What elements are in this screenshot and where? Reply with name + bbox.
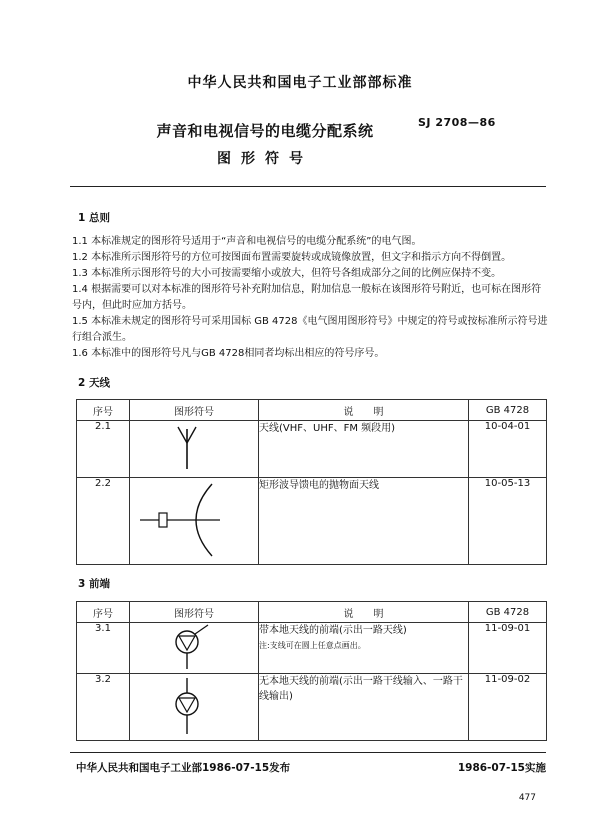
- row-gb: 11-09-01: [469, 623, 547, 674]
- headend-local-antenna-icon: [130, 623, 259, 673]
- table-row: [77, 674, 547, 741]
- headend-table: [76, 601, 547, 741]
- symbol-cell: [130, 674, 259, 741]
- row-desc-cell: [259, 623, 469, 674]
- paragraph-1-6: 1.6 本标准中的图形符号凡与GB 4728相同者均标出相应的符号序号。: [72, 348, 385, 359]
- row-gb: 10-04-01: [469, 421, 547, 478]
- paragraph-1-3: 1.3 本标准所示图形符号的大小可按需要缩小或放大，但符号各组成部分之间的比例应保持不变。: [72, 268, 502, 279]
- col-header-symbol: 图形符号: [130, 602, 259, 623]
- row-gb: 11-09-02: [469, 674, 547, 741]
- row-gb: 10-05-13: [469, 478, 547, 565]
- symbol-cell: [130, 421, 259, 478]
- paragraph-1-1: 1.1 本标准规定的图形符号适用于“声音和电视信号的电缆分配系统”的电气图。: [72, 236, 422, 247]
- col-header-gb: GB 4728: [469, 400, 547, 421]
- ministry-header: 中华人民共和国电子工业部部标准: [187, 75, 413, 91]
- section-1-heading: 1 总则: [78, 212, 110, 224]
- parabolic-antenna-icon: [130, 478, 259, 564]
- standard-code: SJ 2708—86: [418, 116, 496, 129]
- headend-no-antenna-icon: [130, 674, 259, 740]
- row-note: 注:支线可在圆上任意点画出。: [259, 641, 366, 650]
- antenna-icon: [130, 421, 259, 477]
- table-row: [77, 478, 547, 565]
- section-1-body: [72, 234, 548, 362]
- section-2-heading: 2 天线: [78, 377, 110, 389]
- table-header-row: [77, 602, 547, 623]
- paragraph-1-5: 1.5 本标准未规定的图形符号可采用国标 GB 4728《电气图用图形符号》中规定的符号或按标准所示符号进行组合派生。: [72, 316, 548, 343]
- symbol-cell: [130, 623, 259, 674]
- document-title: 声音和电视信号的电缆分配系统: [156, 122, 374, 140]
- row-num: 2.2: [77, 478, 130, 565]
- row-desc: 无本地天线的前端(示出一路干线输入、一路干线输出): [259, 674, 469, 741]
- section-3-heading: 3 前端: [78, 578, 110, 590]
- document-subtitle: 图形符号: [217, 151, 313, 167]
- row-desc: 带本地天线的前端(示出一路天线): [259, 625, 407, 636]
- col-header-gb: GB 4728: [469, 602, 547, 623]
- col-header-desc: 说 明: [259, 400, 469, 421]
- issue-date: 中华人民共和国电子工业部1986-07-15发布: [76, 762, 291, 774]
- symbol-cell: [130, 478, 259, 565]
- antenna-table: [76, 399, 547, 565]
- row-num: 3.2: [77, 674, 130, 741]
- col-header-symbol: 图形符号: [130, 400, 259, 421]
- row-num: 2.1: [77, 421, 130, 478]
- table-row: [77, 421, 547, 478]
- col-header-num: 序号: [77, 602, 130, 623]
- row-desc: 矩形波导馈电的抛物面天线: [259, 478, 469, 565]
- col-header-num: 序号: [77, 400, 130, 421]
- header-rule: [70, 186, 546, 187]
- implementation-date: 1986-07-15实施: [457, 762, 546, 774]
- paragraph-1-4: 1.4 根据需要可以对本标准的图形符号补充附加信息，附加信息一般标在该图形符号附近，也可标在图形符号内，但此时应加方括号。: [72, 284, 542, 311]
- page-number: 477: [518, 793, 536, 803]
- table-header-row: [77, 400, 547, 421]
- footer-rule: [70, 752, 546, 753]
- row-num: 3.1: [77, 623, 130, 674]
- paragraph-1-2: 1.2 本标准所示图形符号的方位可按图面布置需要旋转或成镜像放置，但文字和指示方向不得倒置。: [72, 252, 512, 263]
- col-header-desc: 说 明: [259, 602, 469, 623]
- row-desc: 天线(VHF、UHF、FM 频段用): [259, 421, 469, 478]
- table-row: [77, 623, 547, 674]
